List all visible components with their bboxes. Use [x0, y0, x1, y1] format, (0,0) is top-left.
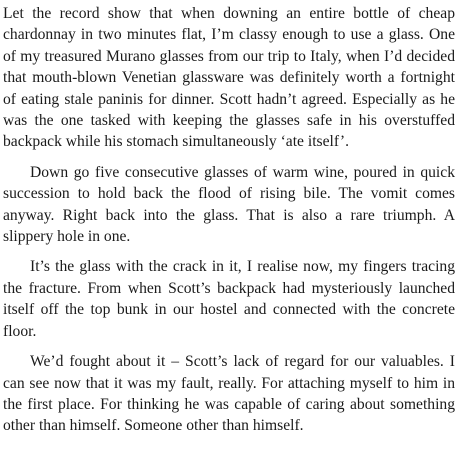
paragraph-3: It’s the glass with the crack in it, I realise now, my fingers tracing the fracture. From when Scott’s backpack had mysteriously launched itself off the top bunk in our hostel and connected with the concrete floor.	[3, 258, 455, 340]
paragraph-1: Let the record show that when downing an entire bottle of cheap chardonnay in two minutes flat, I’m classy enough to use a glass. One of my treasured Murano glasses from our trip to Italy, when I’d decided that mouth-blown Venetian glassware was definitely worth a fortnight of eating stale paninis for dinner. Scott hadn’t agreed. Especially as he was the one tasked with keeping the glasses safe in his overstuffed backpack while his stomach simultaneously ‘ate itself’.	[3, 5, 455, 151]
paragraph-2: Down go five consecutive glasses of warm wine, poured in quick succession to hold back the flood of rising bile. The vomit comes anyway. Right back into the glass. That is also a rare triumph. A slippery hole in one.	[3, 163, 455, 246]
document-page	[3, 3, 455, 446]
paragraph-4: We’d fought about it – Scott’s lack of regard for our valuables. I can see now that it was my fault, really. For attaching myself to him in the first place. For thinking he was capable of caring about something other than himself. Someone other than himself.	[3, 353, 455, 435]
